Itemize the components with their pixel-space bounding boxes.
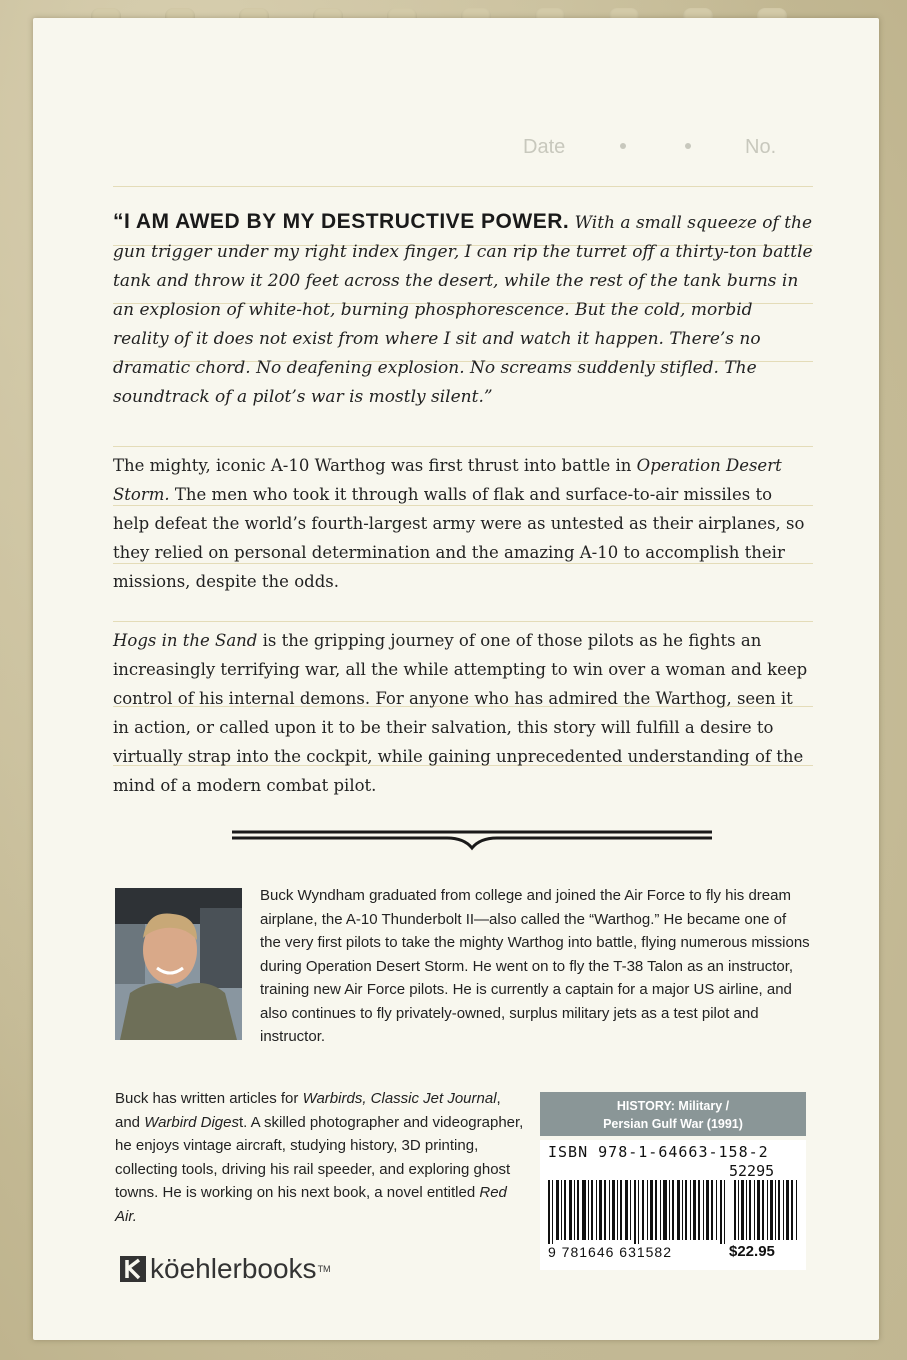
description-paragraph-2: Hogs in the Sand is the gripping journey of one of those pilots as he fights an increasingly terrifying war, all the while attempting to win over a woman and keep control of his internal demons. For anyone who has admired the Warthog, seen it in action, or called upon it to be their salvation, this story will fulfill a desire to virtually strap into the cockpit, while gaining unprecedented understanding of the mind of a modern combat pilot.: [113, 631, 808, 795]
pull-quote-body: With a small squeeze of the gun trigger under my right index finger, I can rip the turret off a thirty-ton battle tank and throw it 200 feet across the desert, while the rest of the tank burns in an explosion of white-hot, burning phosphorescence. But the cold, morbid reality of it does not exist from where I sit and watch it happen. There’s no dramatic chord. No deafening explosion. No screams suddenly stifled. The soundtrack of a pilot’s war is mostly silent.”: [113, 213, 813, 407]
publisher-k-icon: [120, 1256, 146, 1282]
author-bio-2: Buck has written articles for Warbirds, Classic Jet Journal, and Warbird Digest. A skilled photographer and videographer, he enjoys vintage aircraft, studying history, 3D printing, collecting tools, driving his rail speeder, and exploring ghost towns. He is working on his next book, a novel entitled Red Air.: [115, 1090, 524, 1225]
category-label: HISTORY: Military / Persian Gulf War (1991): [540, 1092, 806, 1136]
ruled-line: [113, 446, 813, 447]
isbn-text: ISBN 978-1-64663-158-2: [548, 1143, 769, 1161]
ruled-line: [113, 621, 813, 622]
price-code: 52295: [729, 1162, 775, 1180]
divider-ornament: [232, 826, 712, 856]
number-label: No.: [745, 136, 777, 158]
pull-quote: [113, 207, 813, 412]
price-label: $22.95: [729, 1243, 775, 1260]
publisher-name: köehlerbooks: [150, 1253, 317, 1284]
dot-separator: [620, 143, 626, 149]
trademark-mark: TM: [317, 1264, 331, 1274]
barcode-digits: 9 781646 631582: [548, 1244, 672, 1260]
description-paragraph-1: The mighty, iconic A-10 Warthog was first thrust into battle in Operation Desert Storm. The men who took it through walls of flak and surface-to-air missiles to help defeat the world’s fourth-largest army were as untested as their airplanes, so they relied on personal determination and the amazing A-10 to accomplish their missions, despite the odds.: [113, 456, 805, 591]
author-photo: [115, 888, 242, 1040]
publisher-logo: [120, 1253, 331, 1285]
ruled-line: [113, 186, 813, 187]
date-label: Date: [523, 136, 566, 158]
dot-separator: [685, 143, 691, 149]
author-bio-1: Buck Wyndham graduated from college and joined the Air Force to fly his dream airplane, the A-10 Thunderbolt II—also called the “Warthog.” He became one of the very first pilots to take the mighty Warthog into battle, flying numerous missions during Operation Desert Storm. He went on to fly the T-38 Talon as an instructor, training new Air Force pilots. He is currently a captain for a major US airline, and also continues to fly privately-owned, surplus military jets as a test pilot and instructor.: [260, 887, 810, 1045]
pull-quote-lead: “I AM AWED BY MY DESTRUCTIVE POWER.: [113, 210, 570, 233]
